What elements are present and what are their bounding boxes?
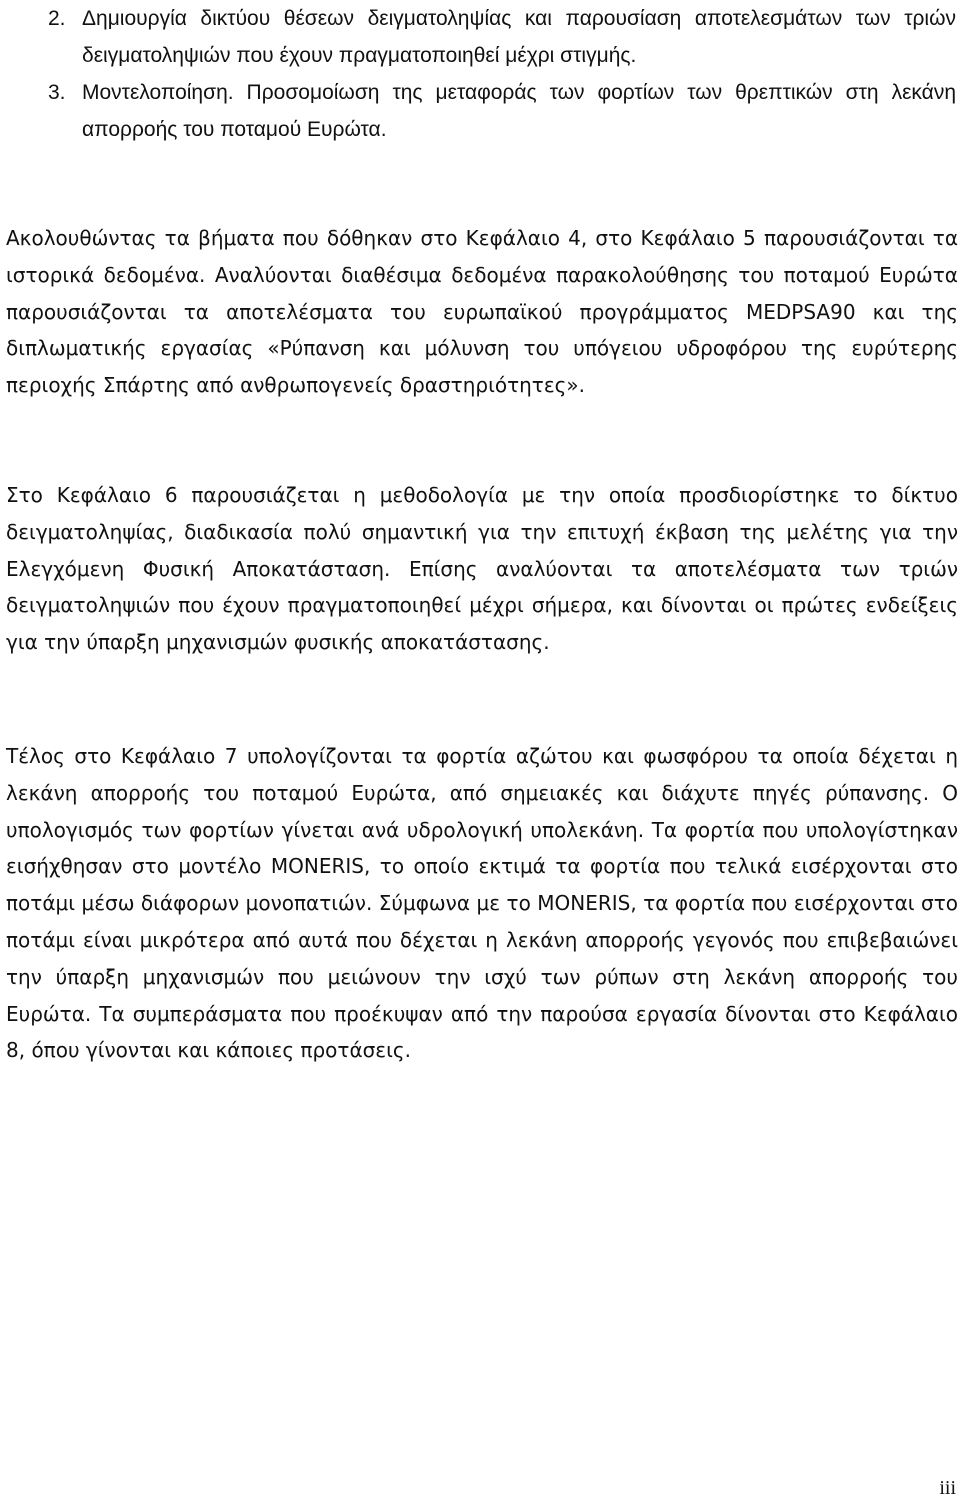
list-item-number: 2. bbox=[48, 7, 66, 30]
list-item bbox=[0, 74, 956, 148]
page-number: iii bbox=[939, 1477, 956, 1499]
paragraph-chapter-5: Ακολουθώντας τα βήματα που δόθηκαν στο Κεφάλαιο 4, στο Κεφάλαιο 5 παρουσιάζονται τα ιστορικά δεδομένα. Αναλύονται διαθέσιμα δεδομένα παρακολούθησης του ποταμού Ευρώτα παρουσιάζονται τα αποτελέσματα του ευρωπαϊκού προγράμματος MEDPSA90 και της διπλωματικής εργασίας «Ρύπανση και μόλυνση του υπόγειου υδροφόρου της ευρύτερης περιοχής Σπάρτης από ανθρωπογενείς δραστηριότητες». bbox=[6, 226, 958, 398]
list-item bbox=[0, 0, 956, 74]
paragraph-chapter-7: Τέλος στο Κεφάλαιο 7 υπολογίζονται τα φορτία αζώτου και φωσφόρου τα οποία δέχεται η λεκάνη απορροής του ποταμού Ευρώτα, από σημειακές και διάχυτε πηγές ρύπανσης. Ο υπολογισμός των φορτίων γίνεται ανά υδρολογική υπολεκάνη. Τα φορτία που υπολογίστηκαν εισήχθησαν στο μοντέλο MONERIS, το οποίο εκτιμά τα φορτία που τελικά εισέρχονται στο ποτάμι μέσω διάφορων μονοπατιών. Σύμφωνα με το MONERIS, τα φορτία που εισέρχονται στο ποτάμι είναι μικρότερα από αυτά που δέχεται η λεκάνη απορροής γεγονός που επιβεβαιώνει την ύπαρξη μηχανισμών που μειώνουν την ισχύ των ρύπων στη λεκάνη απορροής του Ευρώτα. Τα συμπεράσματα που προέκυψαν από την παρούσα εργασία δίνονται στο Κεφάλαιο 8, όπου γίνονται και κάποιες προτάσεις. bbox=[6, 744, 958, 1063]
numbered-list bbox=[0, 0, 956, 148]
list-item-text: Δημιουργία δικτύου θέσεων δειγματοληψίας και παρουσίαση αποτελεσμάτων των τριών δειγματοληψιών που έχουν πραγματοποιηθεί μέχρι στιγμής. bbox=[82, 7, 956, 67]
paragraph-chapter-6: Στο Κεφάλαιο 6 παρουσιάζεται η μεθοδολογία με την οποία προσδιορίστηκε το δίκτυο δειγματοληψίας, διαδικασία πολύ σημαντική για την επιτυχή έκβαση της μελέτης για την Ελεγχόμενη Φυσική Αποκατάσταση. Επίσης αναλύονται τα αποτελέσματα των τριών δειγματοληψιών που έχουν πραγματοποιηθεί μέχρι σήμερα, και δίνονται οι πρώτες ενδείξεις για την ύπαρξη μηχανισμών φυσικής αποκατάστασης. bbox=[6, 483, 958, 655]
list-item-text: Μοντελοποίηση. Προσομοίωση της μεταφοράς των φορτίων των θρεπτικών στη λεκάνη απορροής του ποταμού Ευρώτα. bbox=[82, 81, 956, 141]
list-item-number: 3. bbox=[48, 81, 66, 104]
